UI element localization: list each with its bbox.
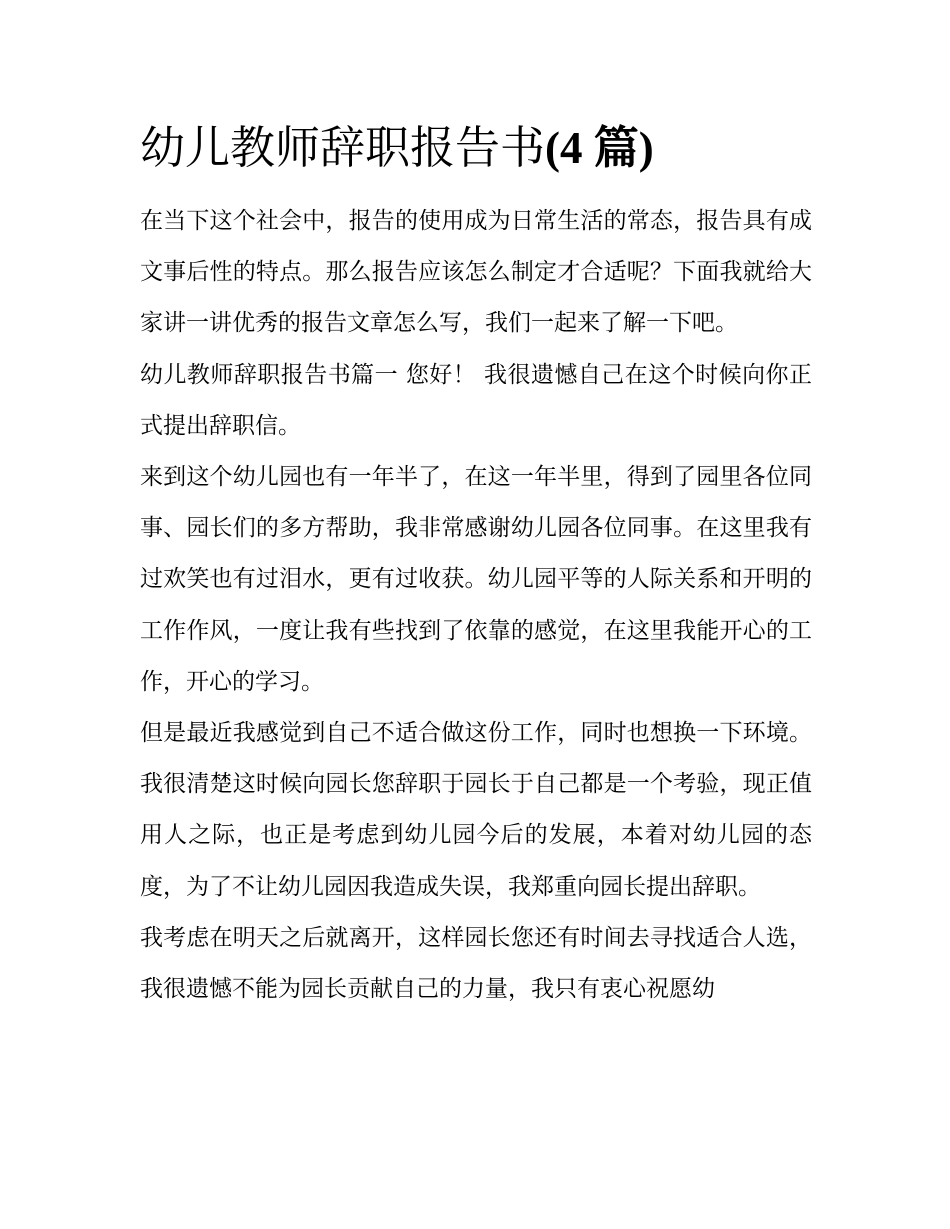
document-body xyxy=(140,196,812,1015)
document-title xyxy=(140,118,840,178)
paragraph-reason: 但是最近我感觉到自己不适合做这份工作，同时也想换一下环境。我很清楚这时候向园长您辞职于园长于自己都是一个考验，现正值用人之际，也正是考虑到幼儿园今后的发展，本着对幼儿园的态度，为了不让幼儿园因我造成失误，我郑重向园长提出辞职。 xyxy=(140,720,812,900)
paragraph-greeting: 幼儿教师辞职报告书篇一 您好！ 我很遗憾自己在这个时候向你正式提出辞职信。 xyxy=(140,361,812,439)
document-title-suffix: (4 篇) xyxy=(545,123,654,173)
document-title-text: 幼儿教师辞职报告书 xyxy=(140,121,546,174)
paragraph-departure: 我考虑在明天之后就离开，这样园长您还有时间去寻找适合人选，我很遗憾不能为园长贡献自己的力量，我只有衷心祝愿幼 xyxy=(140,924,812,1003)
paragraph-experience: 来到这个幼儿园也有一年半了，在这一年半里，得到了园里各位同事、园长们的多方帮助，我非常感谢幼儿园各位同事。在这里我有过欢笑也有过泪水，更有过收获。幼儿园平等的人际关系和开明的工作作风，一度让我有些找到了依靠的感觉，在这里我能开心的工作，开心的学习。 xyxy=(140,464,812,695)
paragraph-intro: 在当下这个社会中，报告的使用成为日常生活的常态，报告具有成文事后性的特点。那么报告应该怎么制定才合适呢？下面我就给大家讲一讲优秀的报告文章怎么写，我们一起来了解一下吧。 xyxy=(140,208,812,337)
